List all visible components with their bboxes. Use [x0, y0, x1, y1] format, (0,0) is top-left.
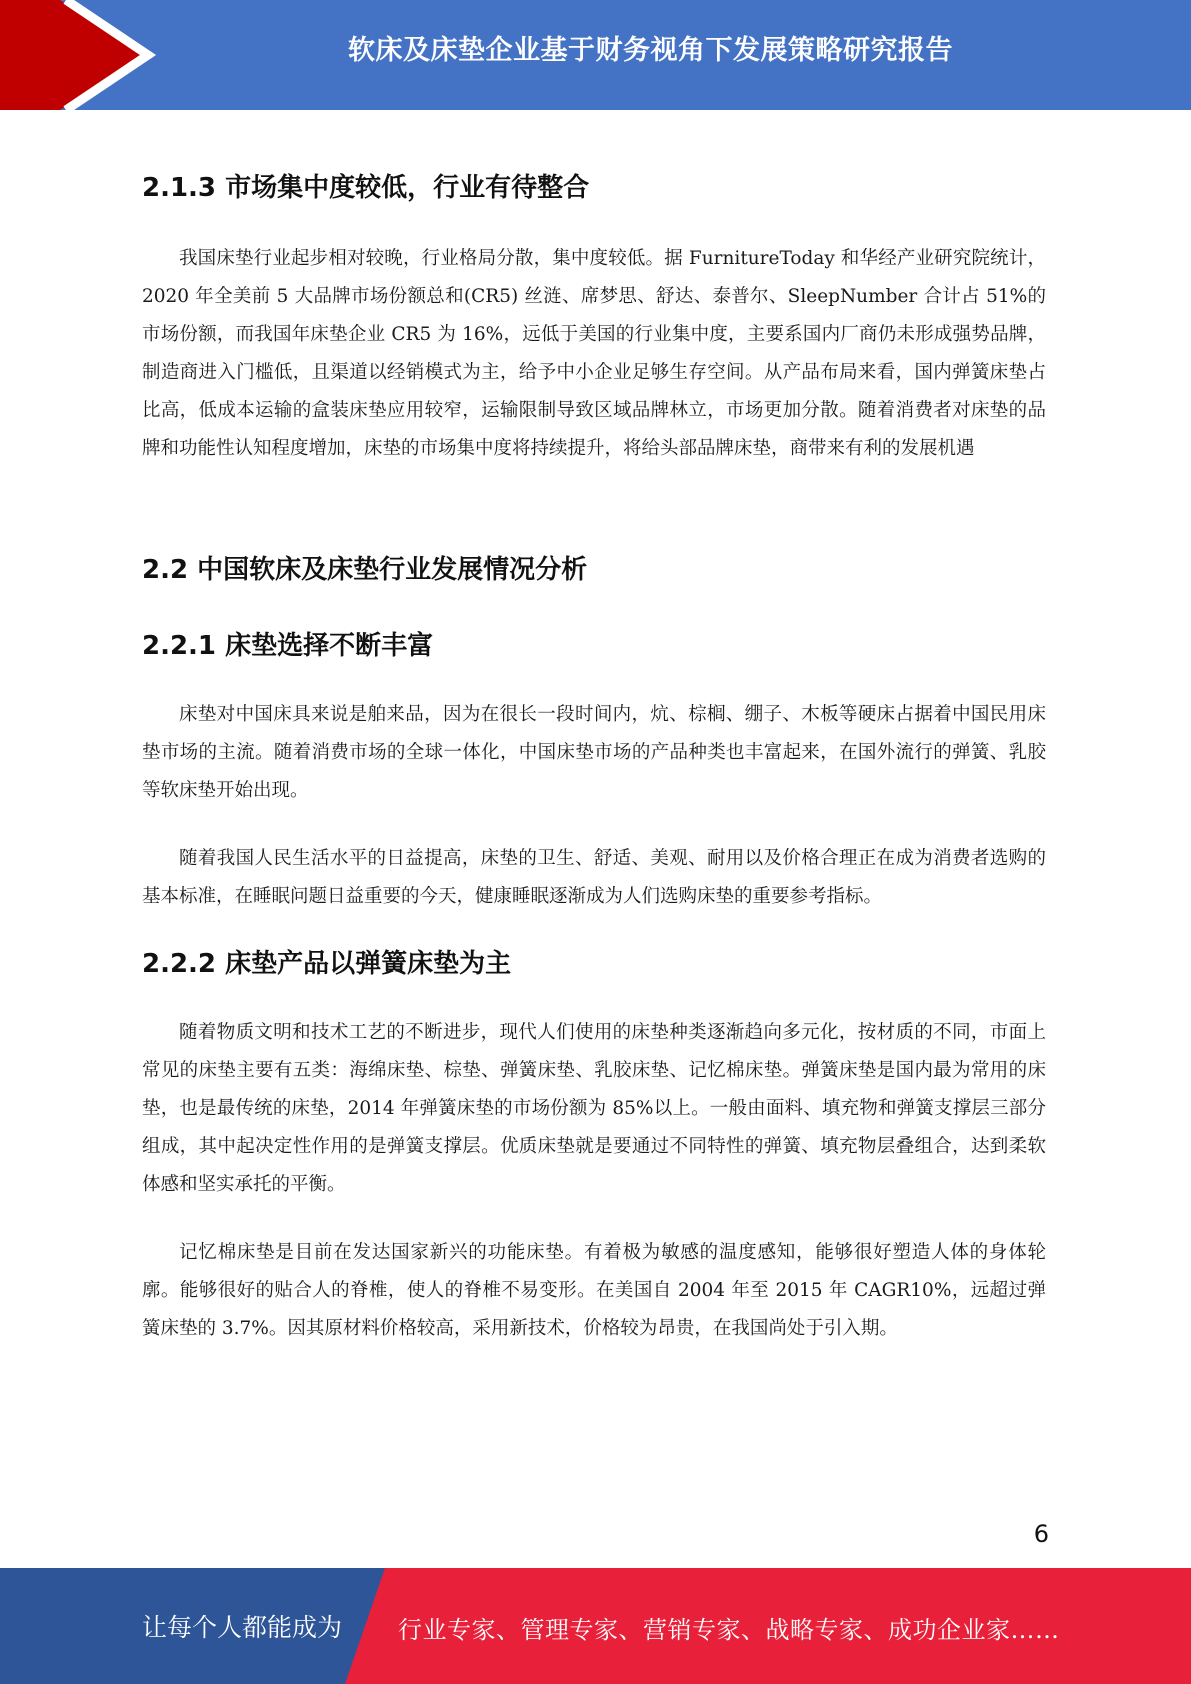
page-footer	[0, 1568, 1191, 1684]
footer-slogan-right: 行业专家、管理专家、营销专家、战略专家、成功企业家……	[398, 1616, 1060, 1644]
section-2-2-heading: 2.2 中国软床及床垫行业发展情况分析	[142, 555, 588, 585]
section-2-1-3-paragraph: 我国床垫行业起步相对较晚，行业格局分散，集中度较低。据 FurnitureToday 和华经产业研究院统计，2020 年全美前 5 大品牌市场份额总和(CR5) 丝涟、席梦思、舒达、泰普尔、SleepNumber 合计占 51%的市场份额，而我国年床垫企业 CR5 为 16%，远低于美国的行业集中度，主要系国内厂商仍未形成强势品牌，制造商进入门槛低，且渠道以经销模式为主，给予中小企业足够生存空间。从产品布局来看，国内弹簧床垫占比高，低成本运输的盒装床垫应用较窄，运输限制导致区域品牌林立，市场更加分散。随着消费者对床垫的品牌和功能性认知程度增加，床垫的市场集中度将持续提升，将给头部品牌床垫，商带来有利的发展机遇	[142, 248, 1046, 459]
header-red-arrow	[0, 0, 148, 110]
document-body	[142, 150, 1046, 1348]
section-2-2-1-paragraph-2: 随着我国人民生活水平的日益提高，床垫的卫生、舒适、美观、耐用以及价格合理正在成为消费者选购的基本标准，在睡眠问题日益重要的今天，健康睡眠逐渐成为人们选购床垫的重要参考指标。	[142, 848, 1046, 907]
page-header	[0, 0, 1191, 110]
section-2-2-2-heading: 2.2.2 床垫产品以弹簧床垫为主	[142, 949, 512, 979]
header-title: 软床及床垫企业基于财务视角下发展策略研究报告	[348, 35, 953, 66]
section-2-1-3-heading: 2.1.3 市场集中度较低，行业有待整合	[142, 173, 590, 203]
footer-slogan-left: 让每个人都能成为	[142, 1613, 343, 1642]
section-2-2-2-paragraph-2: 记忆棉床垫是目前在发达国家新兴的功能床垫。有着极为敏感的温度感知，能够很好塑造人体的身体轮廓。能够很好的贴合人的脊椎，使人的脊椎不易变形。在美国自 2004 年至 2015 年 CAGR10%，远超过弹簧床垫的 3.7%。因其原材料价格较高，采用新技术，价格较为昂贵，在我国尚处于引入期。	[142, 1242, 1046, 1339]
section-2-2-1-heading: 2.2.1 床垫选择不断丰富	[142, 631, 434, 661]
section-2-2-1-paragraph-1: 床垫对中国床具来说是舶来品，因为在很长一段时间内，炕、棕榈、绷子、木板等硬床占据着中国民用床垫市场的主流。随着消费市场的全球一体化，中国床垫市场的产品种类也丰富起来，在国外流行的弹簧、乳胶等软床垫开始出现。	[142, 704, 1046, 801]
section-2-2-2-paragraph-1: 随着物质文明和技术工艺的不断进步，现代人们使用的床垫种类逐渐趋向多元化，按材质的不同，市面上常见的床垫主要有五类：海绵床垫、棕垫、弹簧床垫、乳胶床垫、记忆棉床垫。弹簧床垫是国内最为常用的床垫，也是最传统的床垫，2014 年弹簧床垫的市场份额为 85%以上。一般由面料、填充物和弹簧支撑层三部分组成，其中起决定性作用的是弹簧支撑层。优质床垫就是要通过不同特性的弹簧、填充物层叠组合，达到柔软体感和坚实承托的平衡。	[142, 1022, 1046, 1195]
header-arrow-decoration	[0, 0, 160, 110]
page-number: 6	[1033, 1520, 1049, 1548]
